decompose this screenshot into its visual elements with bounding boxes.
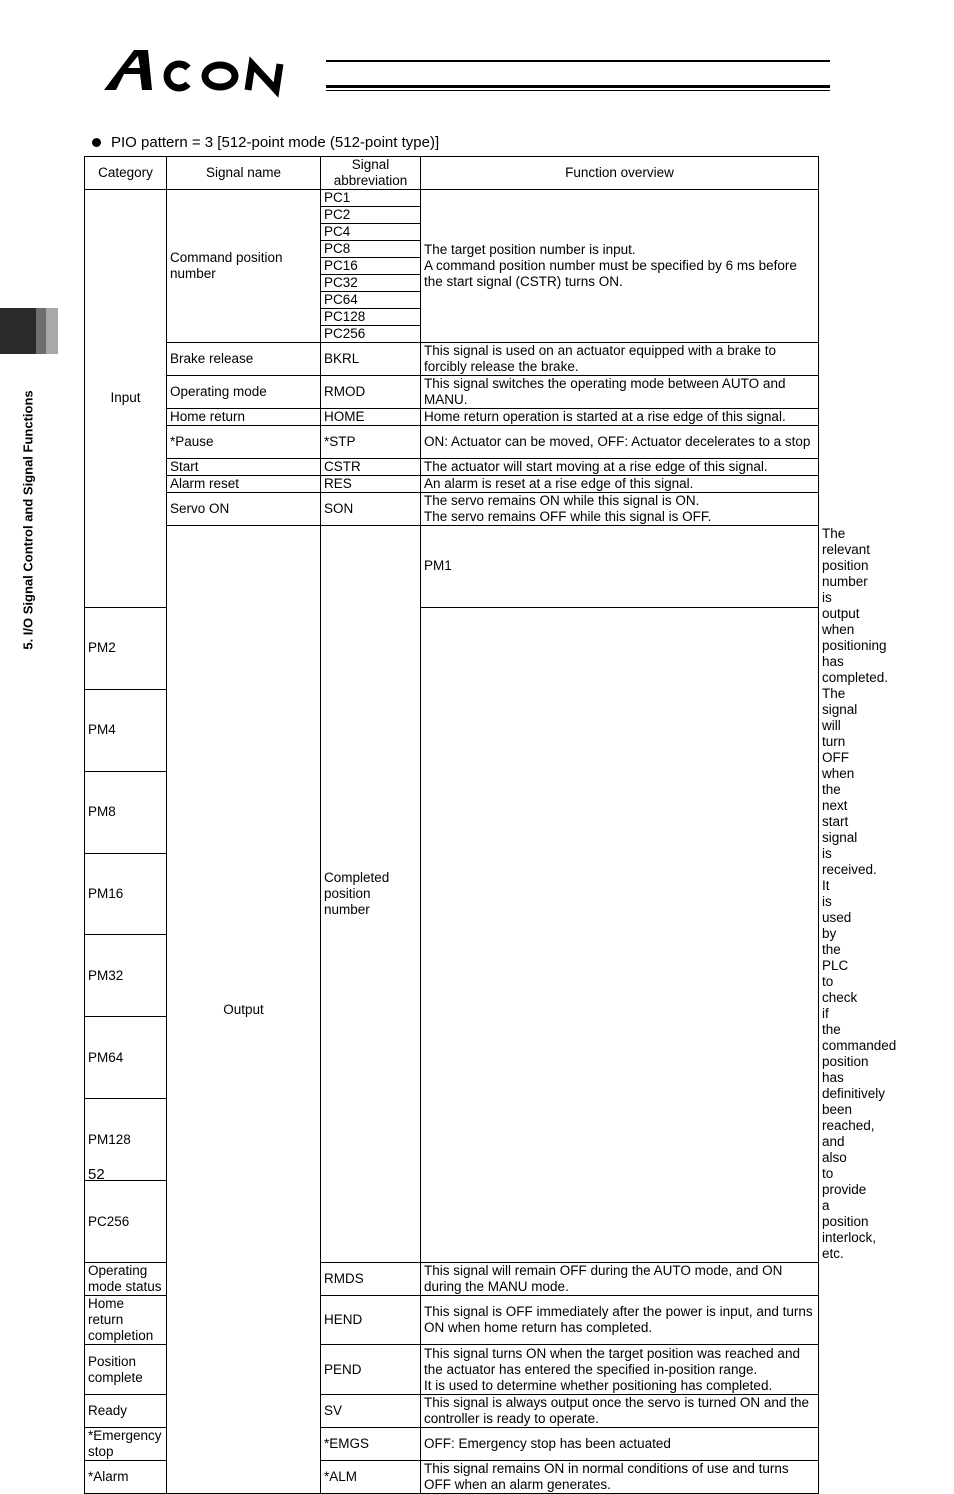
- abbr-cell: HEND: [321, 1296, 421, 1345]
- function-line: A command position number must be specified by 6 ms before the start signal (CSTR) turns ON.: [424, 258, 797, 289]
- column-header: Category: [85, 157, 167, 190]
- function-cell: This signal switches the operating mode between AUTO and MANU.: [421, 376, 819, 409]
- function-line: This signal turns ON when the target position was reached and the actuator has entered the specified in-position range.: [424, 1345, 800, 1377]
- category-cell: Input: [85, 190, 167, 608]
- signal-name-cell: Ready: [85, 1395, 167, 1428]
- abbr-cell: PEND: [321, 1345, 421, 1395]
- abbr-cell: PC1: [321, 190, 421, 207]
- abbr-cell: PC16: [321, 258, 421, 275]
- abbr-cell: PM128: [85, 1099, 167, 1181]
- abbr-cell: *ALM: [321, 1461, 421, 1494]
- function-cell: This signal remains ON in normal conditions of use and turns OFF when an alarm generates.: [421, 1461, 819, 1494]
- abbr-cell: HOME: [321, 409, 421, 426]
- table-row: [85, 426, 819, 459]
- function-line: It is used to determine whether positioning has completed.: [424, 1377, 773, 1393]
- header-rule-bottom: [326, 85, 830, 88]
- signal-name-cell: Position complete: [85, 1345, 167, 1395]
- table-row: [85, 493, 819, 526]
- abbr-cell: PC2: [321, 207, 421, 224]
- signal-name-cell: *Alarm: [85, 1461, 167, 1494]
- table-row: [85, 459, 819, 476]
- function-cell: An alarm is reset at a rise edge of this signal.: [421, 476, 819, 493]
- category-cell: Output: [167, 526, 321, 1494]
- abbr-cell: BKRL: [321, 343, 421, 376]
- table-row: [85, 476, 819, 493]
- function-cell: The actuator will start moving at a rise edge of this signal.: [421, 459, 819, 476]
- function-cell: [421, 1345, 819, 1395]
- table-row: [85, 376, 819, 409]
- bullet-icon: [92, 138, 101, 147]
- abbr-cell: PM4: [85, 689, 167, 771]
- function-cell: This signal will remain OFF during the AUTO mode, and ON during the MANU mode.: [421, 1263, 819, 1296]
- abbr-cell: PC8: [321, 241, 421, 258]
- signal-name-cell: Servo ON: [167, 493, 321, 526]
- abbr-cell: RMDS: [321, 1263, 421, 1296]
- abbr-cell: PC256: [85, 1181, 167, 1263]
- table-row: [85, 409, 819, 426]
- function-line: The servo remains ON while this signal is ON.: [424, 493, 700, 508]
- abbr-cell: SV: [321, 1395, 421, 1428]
- signal-name-cell: *Emergency stop: [85, 1428, 167, 1461]
- column-header: Signal abbreviation: [321, 157, 421, 190]
- signal-name-cell: Home return: [167, 409, 321, 426]
- table-row: Output Completed position number PM1 The relevant position number is output when positioning has completed. The signal will turn OFF when the next start signal is received. It is used by the PLC to check if the commanded position has definitively been reached, and also to provide a position interlock, etc.: [85, 526, 819, 608]
- abbr-cell: PC256: [321, 326, 421, 343]
- chapter-label: 5. I/O Signal Control and Signal Functions: [20, 390, 36, 650]
- column-header: Function overview: [421, 157, 819, 190]
- section-heading: [92, 134, 439, 151]
- abbr-cell: PM2: [85, 607, 167, 689]
- function-cell: [421, 493, 819, 526]
- abbr-cell: PC64: [321, 292, 421, 309]
- signal-name-cell: Alarm reset: [167, 476, 321, 493]
- table-row: [85, 190, 819, 207]
- abbr-cell: PM32: [85, 935, 167, 1017]
- signal-name-cell: Operating mode status: [85, 1263, 167, 1296]
- abbr-cell: PC128: [321, 309, 421, 326]
- signal-name-cell: Brake release: [167, 343, 321, 376]
- abbr-cell: PM16: [85, 853, 167, 935]
- signal-name-cell: Completed position number: [321, 526, 421, 1263]
- acon-logo: [100, 44, 340, 100]
- header-rule-thin: [326, 90, 830, 91]
- column-header: Signal name: [167, 157, 321, 190]
- table-header-row: [85, 157, 819, 190]
- function-cell: [421, 190, 819, 343]
- function-cell: This signal is OFF immediately after the power is input, and turns ON when home return has completed.: [421, 1296, 819, 1345]
- signal-name-cell: Start: [167, 459, 321, 476]
- function-cell: This signal is always output once the servo is turned ON and the controller is ready to operate.: [421, 1395, 819, 1428]
- signal-name-cell: Home return completion: [85, 1296, 167, 1345]
- abbr-cell: RMOD: [321, 376, 421, 409]
- abbr-cell: PM1: [421, 526, 819, 608]
- acon-logo-graphic: [100, 44, 340, 100]
- abbr-cell: *STP: [321, 426, 421, 459]
- table-row: [85, 343, 819, 376]
- page-number: 52: [88, 1166, 105, 1183]
- function-cell: Home return operation is started at a rise edge of this signal.: [421, 409, 819, 426]
- function-cell: OFF: Emergency stop has been actuated: [421, 1428, 819, 1461]
- signal-table: [84, 156, 897, 1494]
- abbr-cell: SON: [321, 493, 421, 526]
- function-line: The servo remains OFF while this signal is OFF.: [424, 509, 712, 524]
- function-cell: This signal is used on an actuator equipped with a brake to forcibly release the brake.: [421, 343, 819, 376]
- abbr-cell: CSTR: [321, 459, 421, 476]
- signal-name-cell: *Pause: [167, 426, 321, 459]
- abbr-cell: PC4: [321, 224, 421, 241]
- signal-name-cell: Operating mode: [167, 376, 321, 409]
- abbr-cell: PM8: [85, 771, 167, 853]
- function-line: The target position number is input.: [424, 242, 636, 257]
- abbr-cell: PM64: [85, 1017, 167, 1099]
- abbr-cell: RES: [321, 476, 421, 493]
- signal-name-cell: Command position number: [167, 190, 321, 343]
- chapter-tab-marker: [0, 308, 58, 354]
- abbr-cell: PC32: [321, 275, 421, 292]
- section-heading-text: PIO pattern = 3 [512-point mode (512-point type)]: [111, 134, 440, 151]
- function-cell: ON: Actuator can be moved, OFF: Actuator decelerates to a stop: [421, 426, 819, 459]
- header-rule-top: [326, 60, 830, 62]
- abbr-cell: *EMGS: [321, 1428, 421, 1461]
